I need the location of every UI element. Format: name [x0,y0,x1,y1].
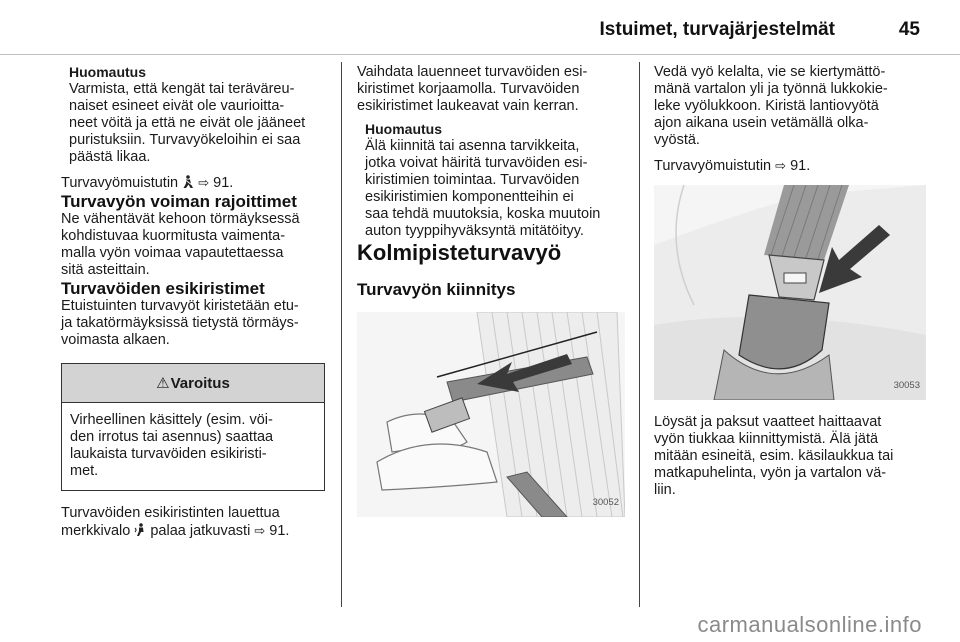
warning-line: laukaista turvavöiden esikiristi- [70,446,267,462]
seatbelt-reminder-line [61,174,333,192]
warning-body [62,403,324,490]
warning-line: Virheellinen käsittely (esim. vöi- [70,412,273,428]
column-divider-2 [639,62,640,607]
warning-header [62,364,324,403]
warning-title: Varoitus [170,374,230,392]
note-line: päästä likaa. [69,149,151,165]
warning-line: den irrotus tai asennus) saattaa [70,429,274,445]
header-rule [0,54,960,55]
illustration-code: 30052 [592,497,619,508]
note-block-1 [61,64,333,166]
note-line: jotka voivat häiritä turvavöiden esi- [365,155,588,171]
cross-reference-arrow-icon: ⇨ [254,523,266,538]
warning-box [61,363,325,491]
column-3 [654,64,926,499]
note-block-2 [357,121,627,240]
closing-text-post: palaa jatkuvasti [150,523,251,539]
body-line: ajon aikana usein vetämällä olka- [654,115,869,131]
cross-reference-arrow-icon: ⇨ [775,158,787,173]
body-line: vyön tiukkaa kiinnittymistä. Älä jätä [654,431,879,447]
pretensioner-lamp-line [61,522,333,540]
body-line: liin. [654,482,676,498]
illustration-code: 30053 [893,380,920,391]
column-1 [61,64,333,540]
note-line: naiset esineet eivät ole vaurioitta- [69,98,285,114]
reminder-text: Turvavyömuistutin [61,175,179,191]
body-line: vyöstä. [654,132,700,148]
illustration-buckle [654,185,926,400]
watermark: carmanualsonline.info [697,612,922,637]
body-line: esikiristimet laukeavat vain kerran. [357,98,579,114]
note-line: neet vöitä ja että ne eivät ole jääneet [69,115,306,131]
body-line: Löysät ja paksut vaatteet haittaavat [654,414,882,430]
body-line: Vaihdata lauenneet turvavöiden esi- [357,64,588,80]
reminder-text: Turvavyömuistutin [654,158,772,174]
body-line: kiristimet korjaamolla. Turvavöiden [357,81,580,97]
running-header-title: Istuimet, turvajärjestelmät [599,19,835,40]
note-title: Huomautus [365,121,442,137]
warning-triangle-icon: ⚠ [156,374,170,392]
note-title: Huomautus [69,64,146,80]
note-line: esikiristimien komponentteihin ei [365,189,574,205]
column-divider-1 [341,62,342,607]
main-section-title: Kolmipisteturvavyö [357,240,562,265]
body-line: matkapuhelinta, vyön ja vartalon vä- [654,465,887,481]
note-line: kiristimien toimintaa. Turvavöiden [365,172,580,188]
section-title-pretensioners: Turvavöiden esikiristimet [61,279,265,298]
closing-text-pre: merkkivalo [61,523,131,539]
body-line: Etuistuinten turvavyöt kiristetään etu- [61,298,299,314]
body-line: kohdistuvaa kuormitusta vaimenta- [61,228,286,244]
body-line: voimasta alkaen. [61,332,170,348]
body-line: malla vyön voimaa vapautettaessa [61,245,284,261]
illustration-fastening-belt [357,312,625,517]
subsection-title: Turvavyön kiinnitys [357,280,516,299]
body-line: Turvavöiden esikiristinten lauettua [61,505,280,521]
cross-reference-arrow-icon: ⇨ [198,175,210,190]
section-title-force-limiters: Turvavyön voiman rajoittimet [61,192,297,211]
seatbelt-person-icon [182,175,198,191]
warning-line: met. [70,463,99,479]
closing-page-ref: 91. [269,523,290,539]
body-line: leke vyölukkoon. Kiristä lantiovyötä [654,98,879,114]
body-line: Ne vähentävät kehoon törmäyksessä [61,211,300,227]
body-line: mänä vartalon yli ja työnnä lukkokie- [654,81,888,97]
note-line: auton tyyppihyväksyntä mitätöityy. [365,223,584,239]
seatbelt-reminder-line [654,157,926,175]
column-2 [357,64,627,517]
page-number: 45 [898,19,920,40]
reminder-page-ref: 91. [213,175,234,191]
airbag-seatbelt-lamp-icon [134,523,150,539]
body-line: Vedä vyö kelalta, vie se kiertymättö- [654,64,886,80]
reminder-page-ref: 91. [790,158,811,174]
body-line: sitä asteittain. [61,262,150,278]
note-line: Älä kiinnitä tai asenna tarvikkeita, [365,138,580,154]
note-line: saa tehdä muutoksia, koska muutoin [365,206,601,222]
body-line: ja takatörmäyksissä tietystä törmäys- [61,315,299,331]
body-line: mitään esineitä, esim. käsilaukkua tai [654,448,894,464]
note-line: Varmista, että kengät tai teräväreu- [69,81,295,97]
note-line: puristuksiin. Turvavyökeloihin ei saa [69,132,301,148]
